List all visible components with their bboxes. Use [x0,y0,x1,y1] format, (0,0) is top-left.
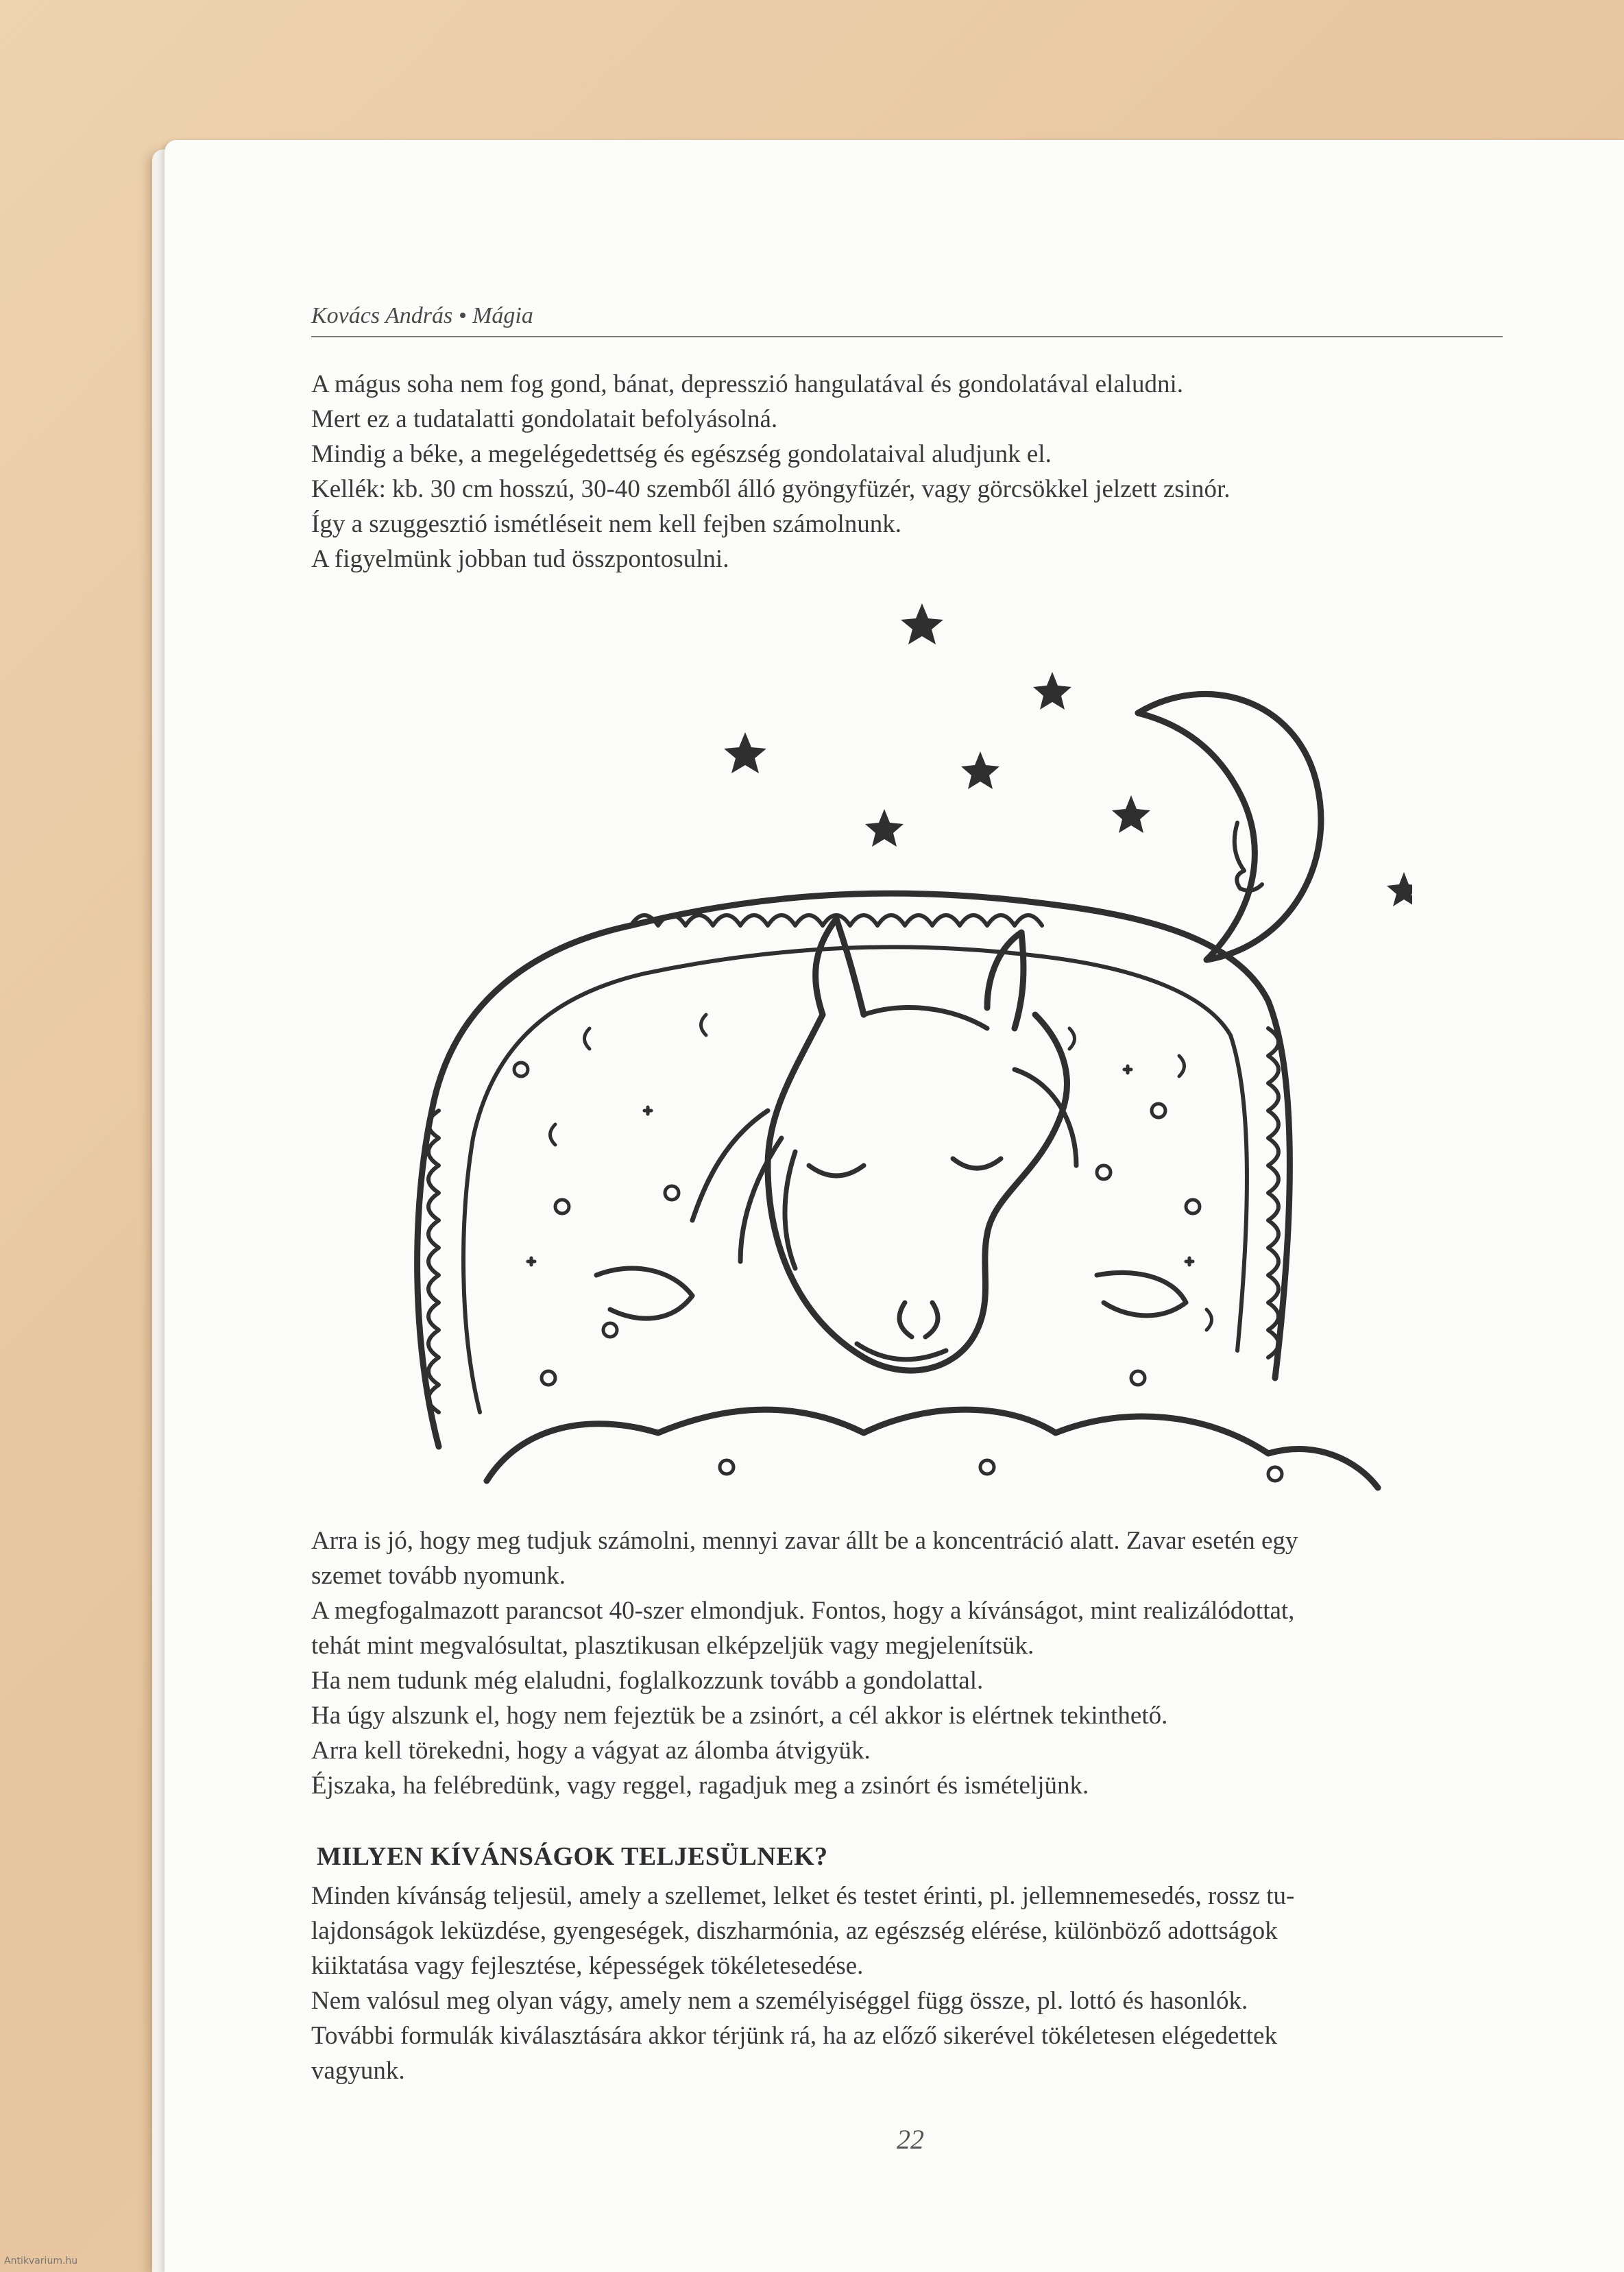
section-heading: MILYEN KÍVÁNSÁGOK TELJESÜLNEK? [317,1842,828,1871]
watermark: Antikvarium.hu [4,2256,78,2267]
horse-hoof-left [596,1268,692,1318]
moon-face-icon [1235,823,1262,891]
text-line: szemet tovább nyomunk. [311,1562,566,1590]
blanket [487,1410,1378,1488]
header-rule [311,336,1503,337]
running-header: Kovács András • Mágia [311,303,533,328]
page-number: 22 [897,2124,924,2155]
pillow-ruffle [428,915,1278,1412]
text-line: Minden kívánság teljesül, amely a szellemet, lelket és testet érinti, pl. jellemnemesedés, rossz tu- [311,1882,1295,1910]
horse-hoof-right [1097,1272,1186,1316]
text-line: kiiktatása vagy fejlesztése, képességek tökéletesedése. [311,1952,864,1980]
horse-eyes-closed [809,1159,1001,1176]
text-line: Ha nem tudunk még elaludni, foglalkozzunk tovább a gondolattal. [311,1667,984,1695]
final-paragraph [311,1878,1518,2088]
intro-paragraph [311,367,1518,577]
pillow-pattern [514,1015,1282,1481]
text-line: Így a szuggesztió ismétléseit nem kell fejben számolnunk. [311,510,902,538]
text-line: tehát mint megvalósultat, plasztikusan elképzeljük vagy megjelenítsük. [311,1632,1034,1660]
text-line: Arra is jó, hogy meg tudjuk számolni, mennyi zavar állt be a koncentráció alatt. Zavar esetén egy [311,1527,1298,1555]
text-line: Arra kell törekedni, hogy a vágyat az álomba átvigyük. [311,1737,871,1765]
text-line: vagyunk. [311,2057,405,2085]
horse-nostril [899,1303,938,1337]
text-line: További formulák kiválasztására akkor térjünk rá, ha az előző sikerével tökéletesen elégedettek [311,2022,1277,2050]
text-line: Kellék: kb. 30 cm hosszú, 30-40 szemből álló gyöngyfüzér, vagy görcsökkel jelzett zsinór. [311,475,1231,503]
text-line: A megfogalmazott parancsot 40-szer elmondjuk. Fontos, hogy a kívánságot, mint realizálódottat, [311,1597,1295,1625]
moon-icon [1138,694,1321,960]
horse-ear-right [987,932,1023,1028]
horse-mane [692,1008,1076,1268]
text-line: Éjszaka, ha felébredünk, vagy reggel, ragadjuk meg a zsinórt és ismételjünk. [311,1772,1089,1800]
text-line: A mágus soha nem fog gond, bánat, depresszió hangulatával és gondolatával elaludni. [311,370,1184,398]
text-line: A figyelmünk jobban tud összpontosulni. [311,545,729,573]
horse-ear-left [816,919,864,1015]
text-line: Mert ez a tudatalatti gondolatait befolyásolná. [311,405,778,433]
sleeping-horse-illustration [384,590,1412,1508]
text-line: Ha úgy alszunk el, hogy nem fejeztük be a zsinórt, a cél akkor is elértnek tekinthető. [311,1702,1168,1730]
horse-mouth [857,1344,946,1359]
text-line: Nem valósul meg olyan vágy, amely nem a személyiséggel függ össze, pl. lottó és hasonlók. [311,1987,1248,2015]
middle-paragraph [311,1523,1518,1803]
text-line: Mindig a béke, a megelégedettség és egészség gondolataival aludjunk el. [311,440,1052,468]
horse-head [768,1015,1067,1370]
text-line: lajdonságok leküzdése, gyengeségek, diszharmónia, az egészség elérése, különböző adottságok [311,1917,1278,1945]
